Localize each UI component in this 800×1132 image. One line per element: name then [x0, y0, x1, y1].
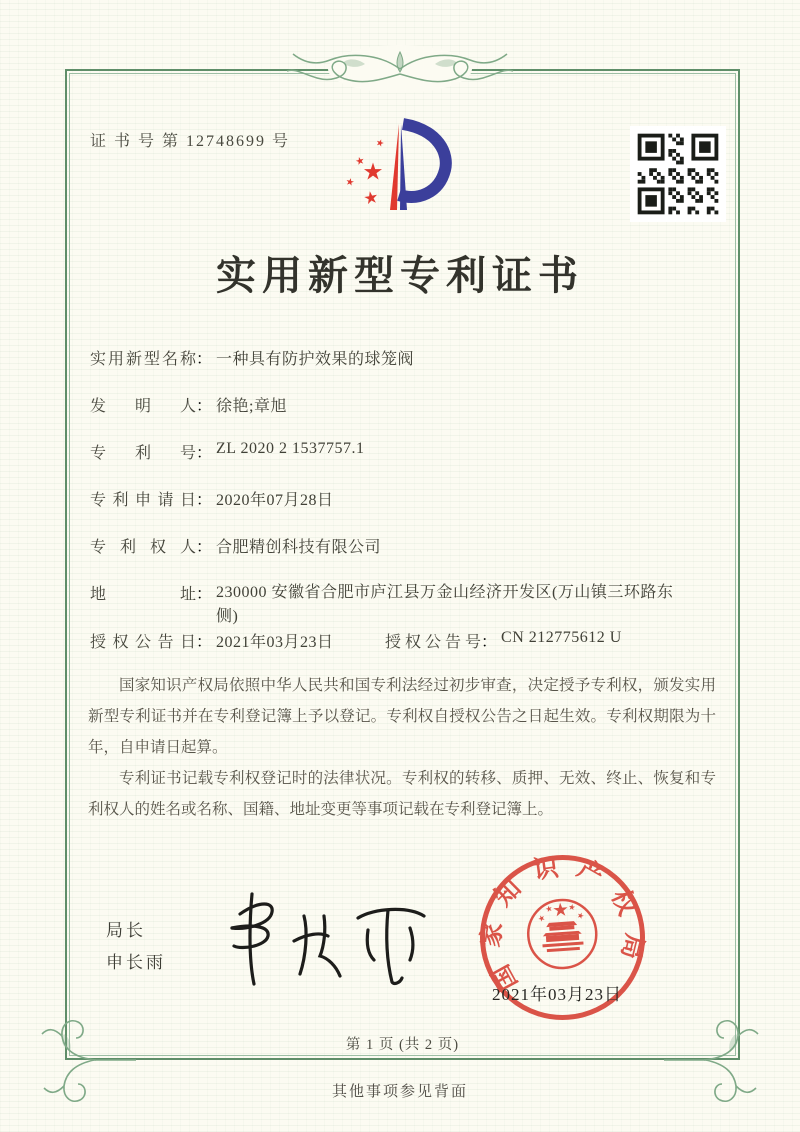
field-value-patent-no: ZL 2020 2 1537757.1	[216, 440, 365, 457]
top-flourish-ornament-icon	[285, 44, 515, 94]
field-value-name: 一种具有防护效果的球笼阀	[216, 351, 415, 368]
field-label: 授权公告号	[385, 634, 481, 651]
field-value-filing-date: 2020年07月28日	[216, 492, 334, 509]
qr-code-icon	[630, 126, 726, 222]
field-value-grant-date: 2021年03月23日	[216, 634, 334, 651]
field-row-patentee	[90, 534, 381, 557]
field-colon: ：	[196, 539, 213, 556]
field-value-grant-no: CN 212775612 U	[501, 629, 622, 646]
field-colon: ：	[481, 634, 498, 651]
field-label: 地址	[90, 586, 196, 603]
field-value-address: 230000 安徽省合肥市庐江县万金山经济开发区(万山镇三环路东侧)	[216, 584, 674, 625]
field-label: 专利号	[90, 445, 196, 462]
field-colon: ：	[196, 634, 213, 651]
handwritten-signature-icon	[212, 886, 442, 991]
director-title: 局长	[106, 921, 146, 940]
field-value-patentee: 合肥精创科技有限公司	[216, 539, 382, 556]
field-value-inventor: 徐艳;章旭	[216, 398, 287, 415]
field-label: 发明人	[90, 398, 196, 415]
field-colon: ：	[196, 492, 213, 509]
back-side-note: 其他事项参见背面	[331, 1084, 468, 1100]
certificate-title: 实用新型专利证书	[216, 253, 584, 298]
seal-date: 2021年03月23日	[492, 985, 622, 1004]
seal-text: 国家知识产权局	[477, 852, 648, 995]
field-row-filing-date	[90, 487, 334, 510]
cnipa-logo-icon	[336, 110, 466, 225]
field-row-name	[90, 346, 414, 369]
legal-paragraph-1: 国家知识产权局依照中华人民共和国专利法经过初步审查，决定授予专利权，颁发实用新型专利证书并在专利登记簿上予以登记。专利权自授权公告之日起生效。专利权期限为十年，自申请日起算。	[88, 677, 716, 756]
certificate-number: 证 书 号 第 12748699 号	[90, 133, 291, 150]
field-label: 专利申请日	[90, 492, 196, 509]
director-name: 申长雨	[106, 953, 166, 972]
field-row-patent-no	[90, 440, 364, 463]
grant-no-group	[385, 629, 622, 652]
field-row-address	[90, 581, 688, 629]
field-colon: ：	[196, 445, 213, 462]
legal-text-block	[88, 670, 716, 825]
field-colon: ：	[196, 351, 213, 368]
legal-paragraph-2: 专利证书记载专利权登记时的法律状况。专利权的转移、质押、无效、终止、恢复和专利权人的姓名或名称、国籍、地址变更等事项记载在专利登记簿上。	[88, 770, 716, 818]
field-label: 专利权人	[90, 539, 196, 556]
field-row-grant	[90, 629, 622, 652]
field-colon: ：	[196, 398, 213, 415]
field-row-inventor	[90, 393, 287, 416]
page-indicator: 第 1 页 (共 2 页)	[345, 1037, 460, 1053]
field-colon: ：	[196, 586, 213, 603]
field-label: 实用新型名称	[90, 351, 196, 368]
field-label: 授权公告日	[90, 634, 196, 651]
